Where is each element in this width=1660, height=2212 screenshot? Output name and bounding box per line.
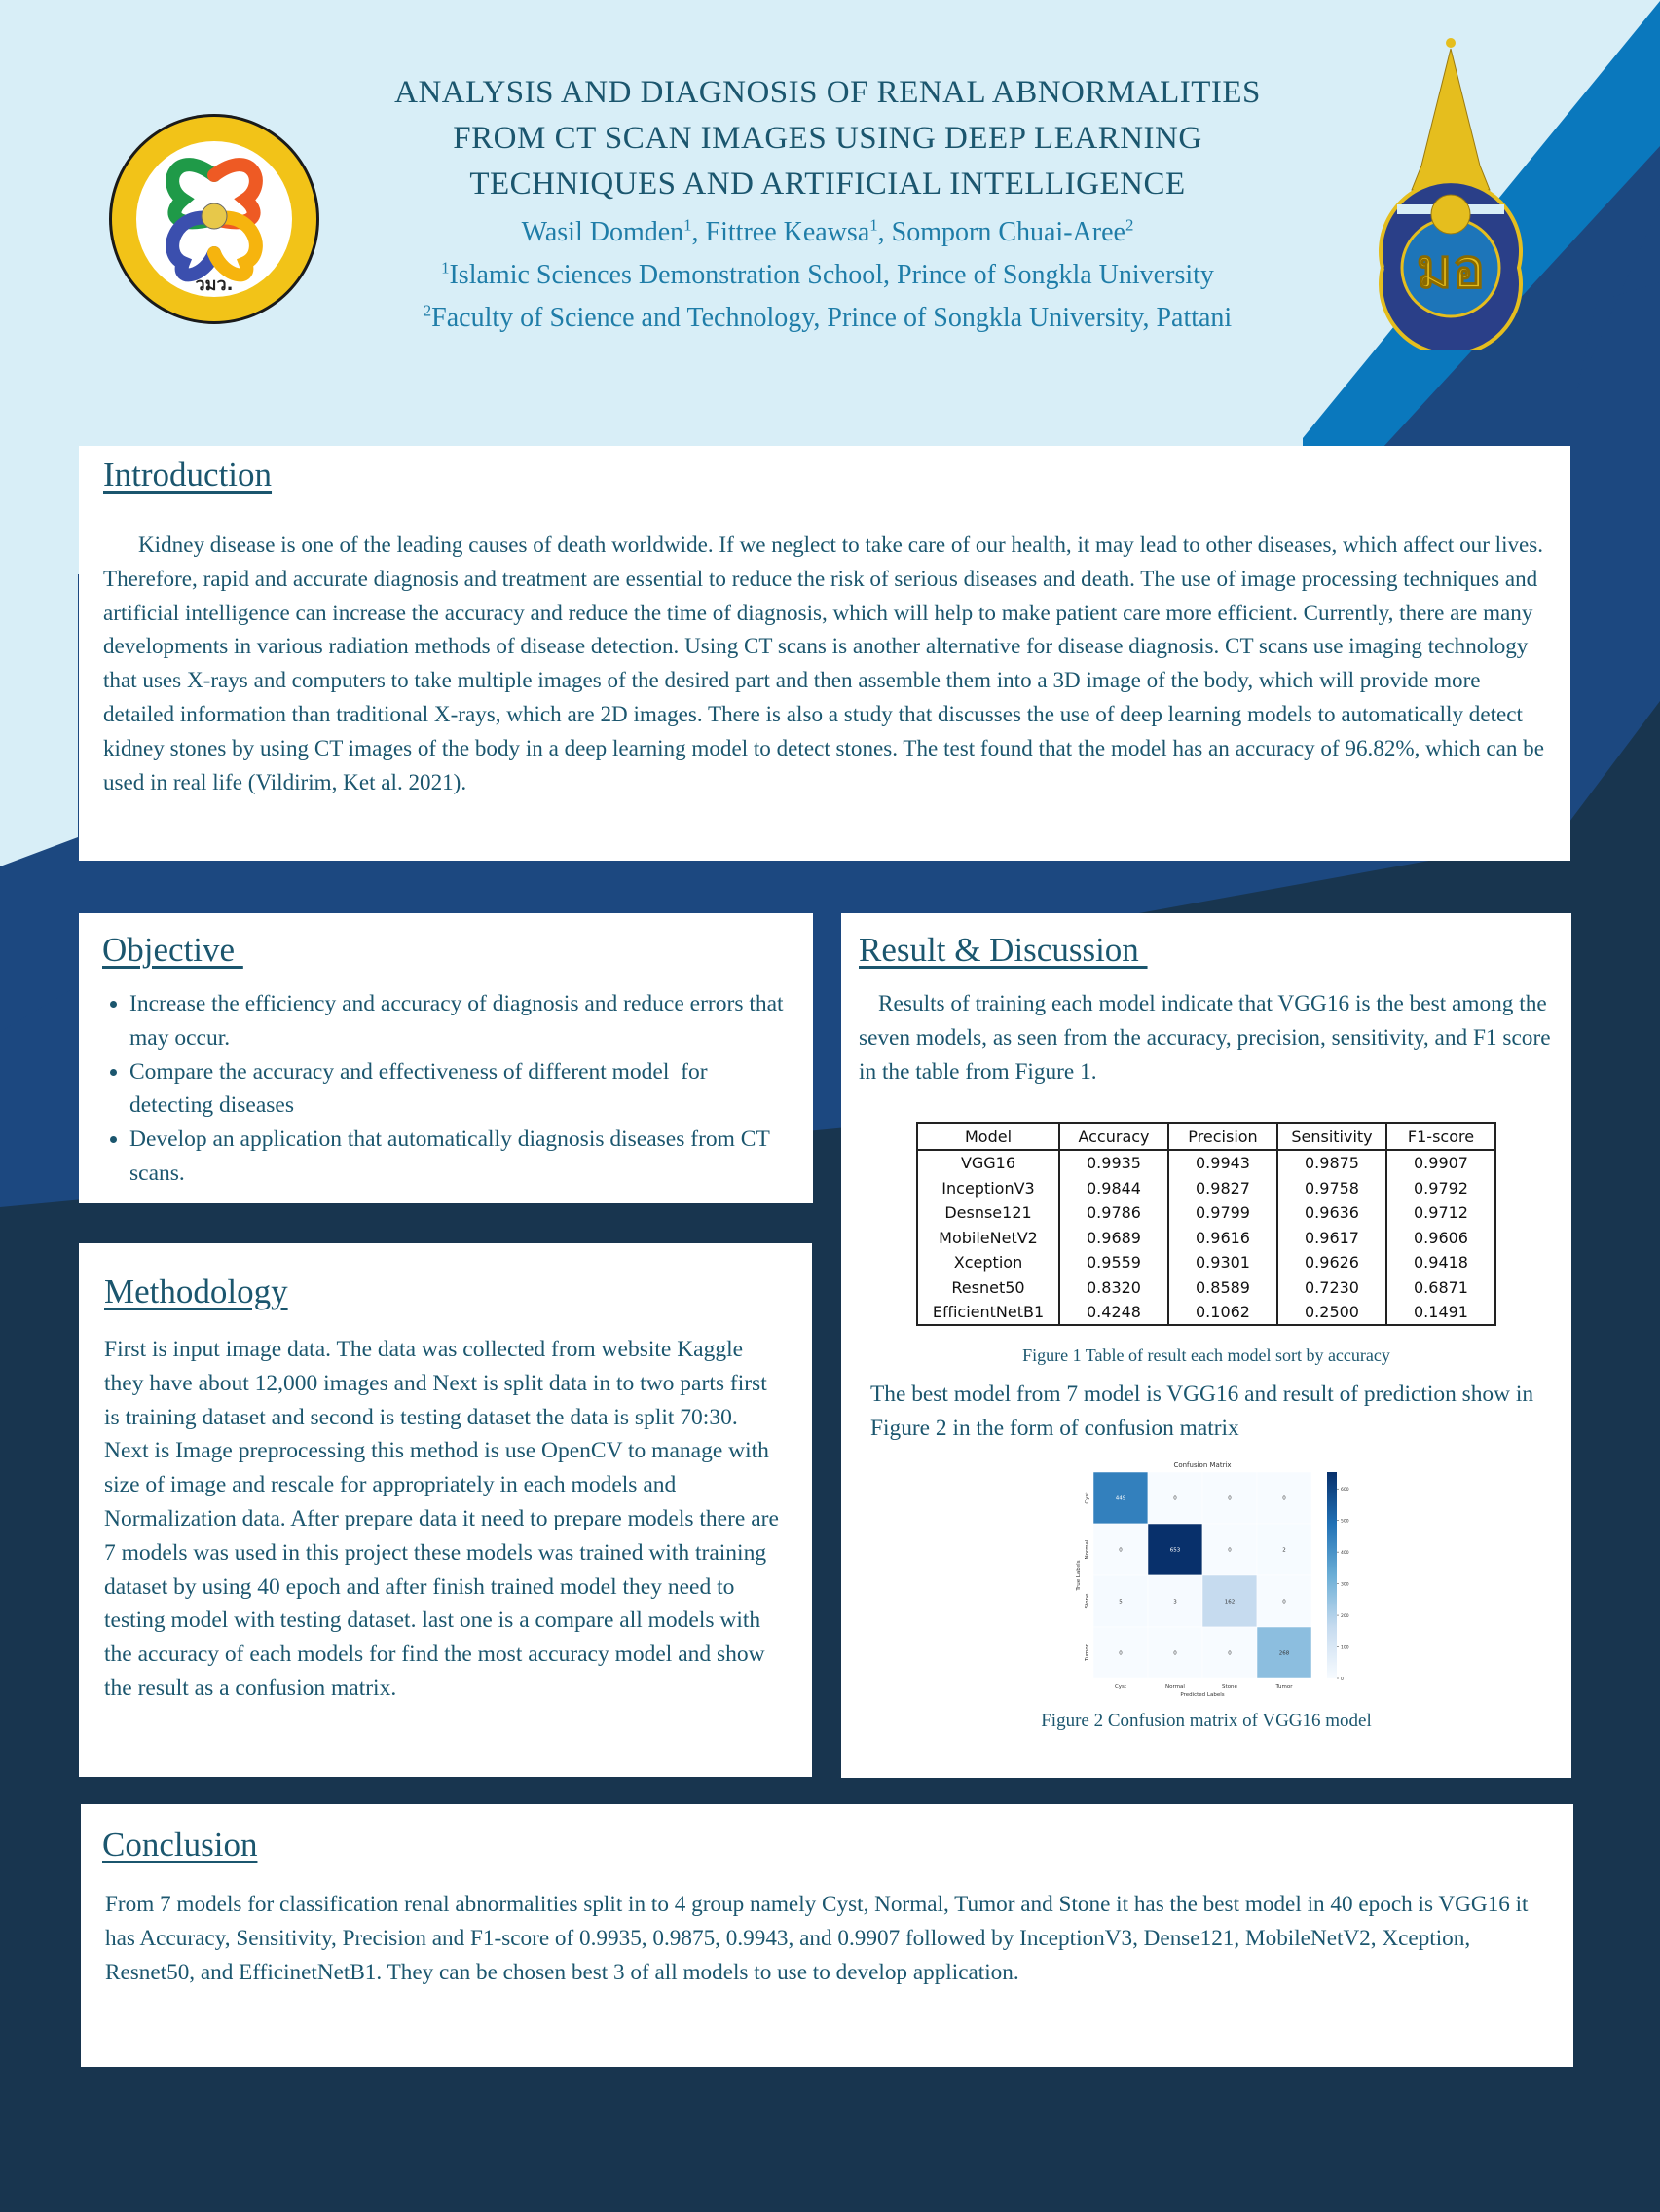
- logo-text: วมว.: [195, 275, 234, 295]
- metric-cell: 0.9636: [1277, 1200, 1386, 1226]
- table-row: [917, 1250, 1495, 1275]
- column-header: Sensitivity: [1277, 1123, 1386, 1150]
- metric-cell: 0.4248: [1059, 1300, 1168, 1326]
- metric-cell: 0.9943: [1168, 1150, 1277, 1176]
- y-tick-label: Tumor: [1085, 1643, 1090, 1661]
- methodology-heading: Methodology: [104, 1272, 288, 1310]
- cell-value-label: 268: [1278, 1650, 1290, 1657]
- metric-cell: 0.9758: [1277, 1175, 1386, 1200]
- metric-cell: 0.9606: [1386, 1225, 1495, 1250]
- metric-cell: 0.7230: [1277, 1274, 1386, 1300]
- cell-value-label: 0: [1173, 1650, 1177, 1657]
- colorbar-tick-label: 200: [1341, 1614, 1349, 1620]
- cell-value-label: 0: [1228, 1650, 1232, 1657]
- colorbar-tick-label: 500: [1341, 1519, 1349, 1525]
- affiliation-2: [292, 297, 1363, 340]
- model-name-cell: MobileNetV2: [917, 1225, 1059, 1250]
- results-section: [841, 913, 1571, 1778]
- university-logo: [1363, 29, 1538, 350]
- authors: [292, 211, 1363, 254]
- metric-cell: 0.2500: [1277, 1300, 1386, 1326]
- table-body: [917, 1150, 1495, 1326]
- cell-value-label: 449: [1115, 1495, 1126, 1502]
- objective-item: • Compare the accuracy and effectiveness of different model for detecting diseases: [129, 1055, 790, 1124]
- cell-value-label: 3: [1173, 1599, 1177, 1605]
- conclusion-section: [81, 1804, 1573, 2067]
- model-name-cell: Xception: [917, 1250, 1059, 1275]
- colorbar-tick-label: 0: [1341, 1677, 1344, 1682]
- column-header: Precision: [1168, 1123, 1277, 1150]
- table-row: [917, 1200, 1495, 1226]
- column-header: Accuracy: [1059, 1123, 1168, 1150]
- affiliation-sup: 1: [441, 258, 450, 277]
- y-axis-label: True Labels: [1076, 1560, 1082, 1591]
- affiliation-text: Islamic Sciences Demonstration School, Prince of Songkla University: [449, 260, 1214, 290]
- objective-section: [79, 913, 813, 1203]
- cell-value-label: 0: [1173, 1495, 1177, 1502]
- model-name-cell: InceptionV3: [917, 1175, 1059, 1200]
- x-tick-label: Normal: [1165, 1683, 1185, 1690]
- cell-value-label: 162: [1224, 1599, 1236, 1605]
- colorbar-tick-label: 300: [1341, 1582, 1349, 1588]
- metric-cell: 0.9786: [1059, 1200, 1168, 1226]
- cell-value-label: 0: [1282, 1495, 1286, 1502]
- metric-cell: 0.9301: [1168, 1250, 1277, 1275]
- author-sep: ,: [877, 217, 892, 247]
- objective-list: [102, 987, 790, 1191]
- metric-cell: 0.9792: [1386, 1175, 1495, 1200]
- author-name: Somporn Chuai-Aree: [891, 217, 1125, 247]
- author-name: Fittree Keawsa: [705, 217, 870, 247]
- table-row: [917, 1175, 1495, 1200]
- author-sup: 1: [869, 215, 878, 235]
- x-tick-label: Cyst: [1114, 1683, 1127, 1690]
- cell-value-label: 0: [1282, 1599, 1286, 1605]
- metric-cell: 0.9712: [1386, 1200, 1495, 1226]
- cell-value-label: 0: [1228, 1495, 1232, 1502]
- author-sup: 2: [1125, 215, 1134, 235]
- confusion-matrix-chart: [1064, 1457, 1356, 1711]
- metric-cell: 0.9875: [1277, 1150, 1386, 1176]
- metric-cell: 0.9799: [1168, 1200, 1277, 1226]
- metric-cell: 0.9616: [1168, 1225, 1277, 1250]
- objective-item: • Develop an application that automatically diagnosis diseases from CT scans.: [129, 1123, 790, 1191]
- introduction-section: [79, 446, 1570, 861]
- metric-cell: 0.8320: [1059, 1274, 1168, 1300]
- author-sep: ,: [691, 217, 706, 247]
- model-name-cell: EfficientNetB1: [917, 1300, 1059, 1326]
- objective-heading: Objective: [102, 931, 243, 969]
- table-row: [917, 1225, 1495, 1250]
- cell-value-label: 0: [1119, 1547, 1123, 1554]
- methodology-section: [79, 1243, 812, 1777]
- x-tick-label: Tumor: [1275, 1683, 1293, 1690]
- metric-cell: 0.6871: [1386, 1274, 1495, 1300]
- title-line-2: FROM CT SCAN IMAGES USING DEEP LEARNING: [453, 121, 1202, 156]
- introduction-body: Kidney disease is one of the leading causes of death worldwide. If we neglect to take care of our health, it may lead to other diseases, which affect our lives. Therefore, rapid and accurate diagnosis and treatment are essential to reduce the risk of serious diseases and death. The use of image processing techniques and artificial intelligence can increase the accuracy and reduce the time of diagnosis, which will help to make patient care more efficient. Currently, there are many developments in various radiation methods of disease detection. Using CT scans is another alternative for disease diagnosis. CT scans use imaging technology that uses X-rays and computers to take multiple images of the desired part and then assemble them into a 3D image of the body, which will provide more detailed information than traditional X-rays, which are 2D images. There is also a study that discusses the use of deep learning models to automatically detect kidney stones by using CT images of the body in a deep learning model to detect stones. The test found that the model has an accuracy of 96.82%, which can be used in real life (Vildirim, Ket al. 2021).: [103, 532, 1544, 794]
- metric-cell: 0.9935: [1059, 1150, 1168, 1176]
- figure-2-caption: Figure 2 Confusion matrix of VGG16 model: [1041, 1710, 1372, 1731]
- results-paragraph-2: The best model from 7 model is VGG16 and result of prediction show in Figure 2 in the form of confusion matrix: [870, 1382, 1534, 1442]
- metric-cell: 0.9689: [1059, 1225, 1168, 1250]
- author-name: Wasil Domden: [521, 217, 684, 247]
- chart-title: Confusion Matrix: [1173, 1460, 1232, 1469]
- confusion-matrix-figure: [1064, 1457, 1356, 1711]
- y-tick-label: Stone: [1085, 1593, 1090, 1609]
- colorbar-tick-label: 100: [1341, 1645, 1349, 1651]
- affiliation-text: Faculty of Science and Technology, Prince of Songkla University, Pattani: [431, 303, 1233, 333]
- logo-monogram: มอ: [1416, 237, 1486, 301]
- table-row: [917, 1150, 1495, 1176]
- model-name-cell: Desnse121: [917, 1200, 1059, 1226]
- metric-cell: 0.9418: [1386, 1250, 1495, 1275]
- introduction-heading: Introduction: [103, 456, 273, 494]
- author-sup: 1: [683, 215, 692, 235]
- title-line-3: TECHNIQUES AND ARTIFICIAL INTELLIGENCE: [469, 166, 1186, 202]
- column-header: F1-score: [1386, 1123, 1495, 1150]
- results-paragraph-1: Results of training each model indicate that VGG16 is the best among the seven models, as seen from the accuracy, precision, sensitivity, and F1 score in the table from Figure 1.: [859, 991, 1551, 1085]
- metric-cell: 0.9626: [1277, 1250, 1386, 1275]
- cell-value-label: 2: [1282, 1547, 1286, 1554]
- metric-cell: 0.8589: [1168, 1274, 1277, 1300]
- objective-item: • Increase the efficiency and accuracy of diagnosis and reduce errors that may occur.: [129, 987, 790, 1055]
- table-row: [917, 1274, 1495, 1300]
- metric-cell: 0.1062: [1168, 1300, 1277, 1326]
- cell-value-label: 653: [1169, 1547, 1181, 1554]
- metric-cell: 0.9617: [1277, 1225, 1386, 1250]
- table-header-row: [917, 1123, 1495, 1150]
- model-name-cell: Resnet50: [917, 1274, 1059, 1300]
- results-table: [916, 1122, 1496, 1326]
- model-name-cell: VGG16: [917, 1150, 1059, 1176]
- y-tick-label: Cyst: [1085, 1492, 1090, 1504]
- y-tick-label: Normal: [1085, 1539, 1090, 1560]
- conclusion-body: From 7 models for classification renal abnormalities split in to 4 group namely Cyst, Normal, Tumor and Stone it has the best model in 40 epoch is VGG16 it has Accuracy, Sensitivity, Precision and F1-score of 0.9935, 0.9875, 0.9943, and 0.9907 followed by InceptionV3, Dense121, MobileNetV2, Xception, Resnet50, and EfficinetNetB1. They can be chosen best 3 of all models to use to develop application.: [105, 1892, 1529, 1985]
- metric-cell: 0.9907: [1386, 1150, 1495, 1176]
- x-axis-label: Predicted Labels: [1180, 1691, 1225, 1698]
- title-line-1: ANALYSIS AND DIAGNOSIS OF RENAL ABNORMALITIES: [394, 75, 1261, 110]
- x-tick-label: Stone: [1222, 1683, 1237, 1690]
- metric-cell: 0.9827: [1168, 1175, 1277, 1200]
- colorbar-tick-label: 600: [1341, 1488, 1349, 1493]
- cell-value-label: 0: [1119, 1650, 1123, 1657]
- methodology-body: First is input image data. The data was collected from website Kaggle they have about 12,000 images and Next is split data in to two parts first is training dataset and second is testing dataset the data is split 70:30. Next is Image preprocessing this method is use OpenCV to manage with size of image and rescale for appropriately in each models and Normalization data. After prepare data it need to prepare models there are 7 models was used in this project these models was trained with training dataset by using 40 epoch and after finish trained model they need to testing model with testing dataset. last one is a compare all models with the accuracy of each models for find the most accuracy model and show the result as a confusion matrix.: [104, 1337, 779, 1701]
- colorbar-tick-label: 400: [1341, 1551, 1349, 1557]
- figure-1-caption: Figure 1 Table of result each model sort by accuracy: [1022, 1346, 1390, 1366]
- colorbar: [1327, 1472, 1337, 1678]
- table-row: [917, 1300, 1495, 1326]
- metric-cell: 0.9559: [1059, 1250, 1168, 1275]
- poster-header: [292, 70, 1363, 340]
- cell-value-label: 5: [1119, 1599, 1123, 1605]
- results-heading: Result & Discussion: [859, 931, 1148, 969]
- cell-value-label: 0: [1228, 1547, 1232, 1554]
- metric-cell: 0.1491: [1386, 1300, 1495, 1326]
- metric-cell: 0.9844: [1059, 1175, 1168, 1200]
- affiliation-1: [292, 254, 1363, 297]
- conclusion-heading: Conclusion: [102, 1825, 258, 1863]
- column-header: Model: [917, 1123, 1059, 1150]
- affiliation-sup: 2: [423, 301, 432, 320]
